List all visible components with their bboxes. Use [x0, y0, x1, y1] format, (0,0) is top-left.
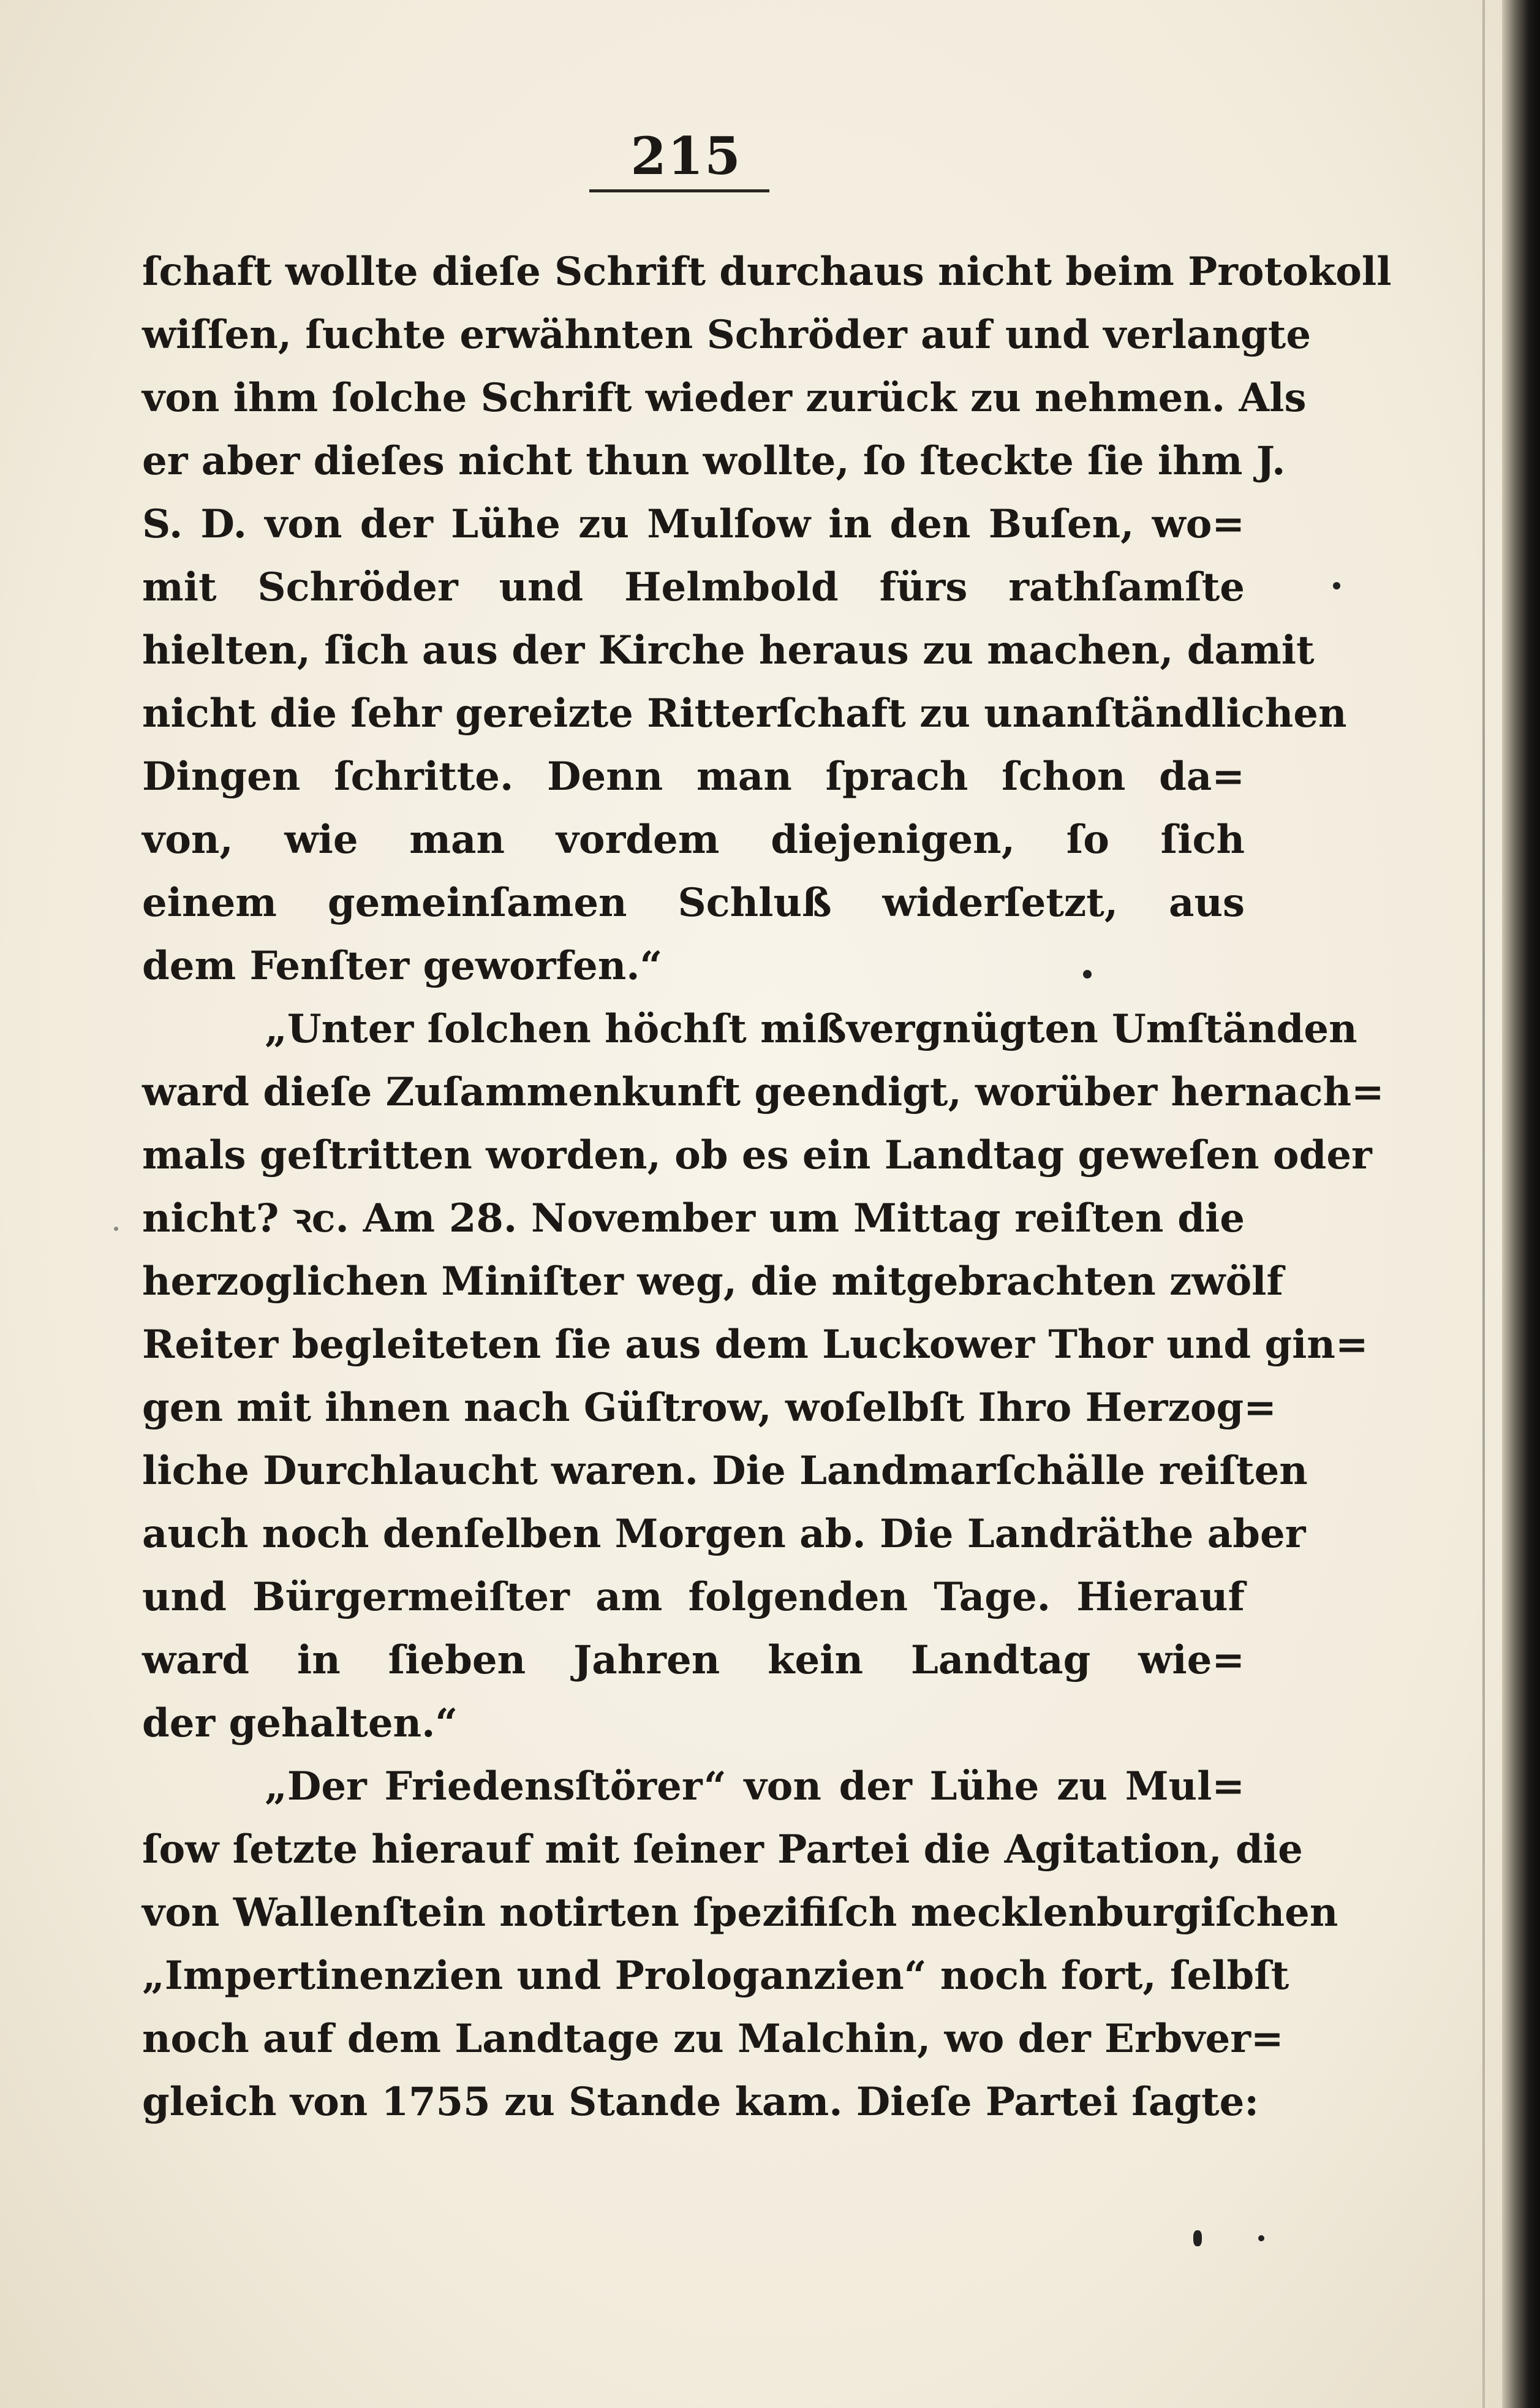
body-text: [142, 240, 1392, 2134]
ink-speck: [1333, 582, 1340, 589]
spine-shadow-line: [1482, 0, 1485, 2408]
ink-speck: [1258, 2235, 1264, 2241]
text-line: liche Durchlaucht waren. Die Landmarſchälle reiſten: [142, 1448, 1308, 1494]
paragraph-end-line: der gehalten.“: [142, 1700, 458, 1746]
text-line: wiſſen, ſuchte erwähnten Schröder auf und verlangte: [142, 312, 1312, 358]
page-number: 215: [630, 126, 742, 186]
ink-speck: [114, 1227, 118, 1231]
text-line: „Impertinenzien und Prologanzien“ noch fort, ſelbſt: [142, 1953, 1289, 1999]
text-line: gen mit ihnen nach Güſtrow, woſelbſt Ihro Herzog=: [142, 1385, 1277, 1431]
text-line: von, wie man vordem diejenigen, ſo ſich: [142, 817, 1245, 863]
text-line: einem gemeinſamen Schluß widerſetzt, aus: [142, 880, 1245, 926]
text-line: von ihm ſolche Schrift wieder zurück zu nehmen. Als: [142, 375, 1307, 421]
text-line: Reiter begleiteten ſie aus dem Luckower Thor und gin=: [142, 1322, 1368, 1368]
text-line: ſow ſetzte hierauf mit ſeiner Partei die Agitation, die: [142, 1827, 1303, 1872]
ink-speck: [1193, 2230, 1202, 2246]
text-line: von Wallenſtein notirten ſpezifiſch mecklenburgiſchen: [142, 1890, 1338, 1936]
paragraph-start-line: „Der Friedensſtörer“ von der Lühe zu Mul=: [265, 1763, 1245, 1809]
text-line: ſchaft wollte dieſe Schrift durchaus nicht beim Protokoll: [142, 249, 1392, 295]
text-line: mals geſtritten worden, ob es ein Landtag geweſen oder: [142, 1132, 1372, 1178]
text-line: herzoglichen Miniſter weg, die mitgebrachten zwölf: [142, 1259, 1283, 1304]
text-line: ward dieſe Zuſammenkunft geendigt, worüber hernach=: [142, 1069, 1384, 1115]
paragraph-end-line: dem Fenſter geworfen.“: [142, 943, 663, 989]
text-line: S. D. von der Lühe zu Mulſow in den Buſen, wo=: [142, 501, 1245, 547]
page-number-rule: [589, 189, 769, 192]
text-line: auch noch denſelben Morgen ab. Die Landräthe aber: [142, 1511, 1306, 1557]
text-line: ward in ſieben Jahren kein Landtag wie=: [142, 1637, 1245, 1683]
ink-speck: [1083, 970, 1092, 979]
text-line: mit Schröder und Helmbold fürs rathſamſte: [142, 564, 1245, 610]
paragraph-start-line: „Unter ſolchen höchſt mißvergnügten Umſtänden: [265, 1006, 1357, 1052]
text-line: er aber dieſes nicht thun wollte, ſo ſteckte ſie ihm J.: [142, 438, 1286, 484]
text-line: nicht die ſehr gereizte Ritterſchaft zu unanſtändlichen: [142, 691, 1347, 736]
text-line: gleich von 1755 zu Stande kam. Dieſe Partei ſagte:: [142, 2079, 1259, 2125]
text-line: noch auf dem Landtage zu Malchin, wo der Erbver=: [142, 2016, 1284, 2062]
text-line: Dingen ſchritte. Denn man ſprach ſchon da=: [142, 754, 1245, 800]
text-line: nicht? ꝛc. Am 28. November um Mittag reiſten die: [142, 1195, 1245, 1241]
book-spine-shadow: [1502, 0, 1540, 2408]
text-line: hielten, ſich aus der Kirche heraus zu machen, damit: [142, 627, 1315, 673]
text-line: und Bürgermeiſter am folgenden Tage. Hierauf: [142, 1574, 1245, 1620]
